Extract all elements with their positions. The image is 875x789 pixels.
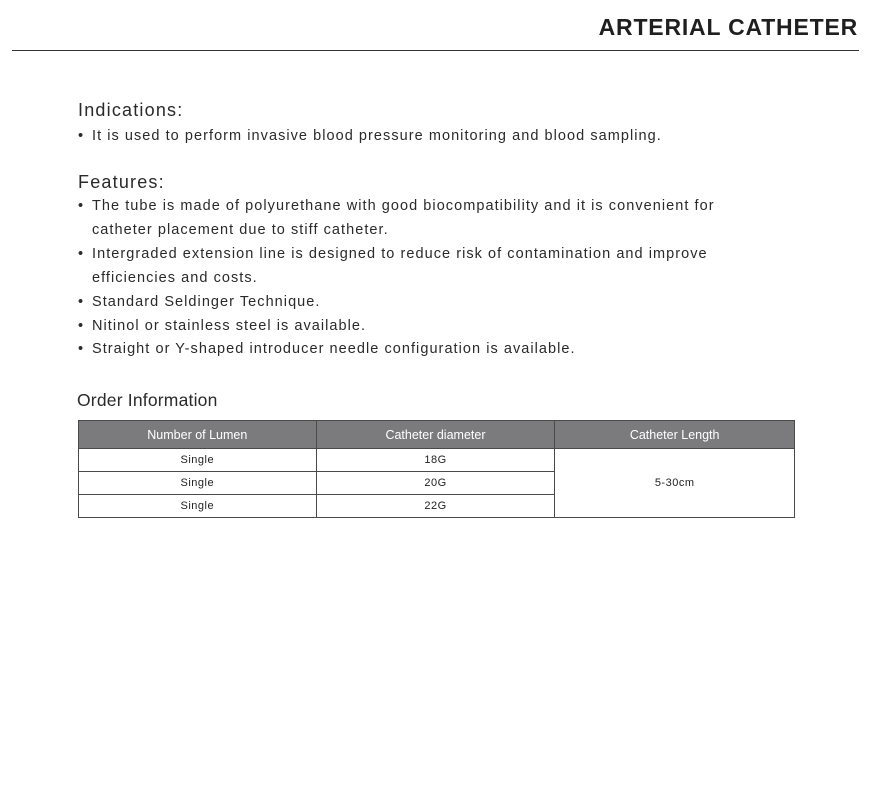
feature-text: The tube is made of polyurethane with good biocompatibility and it is convenient for — [92, 198, 715, 214]
table-row — [79, 449, 795, 472]
page-title: ARTERIAL CATHETER — [598, 14, 858, 40]
feature-bullet — [78, 318, 366, 334]
bullet-dot-icon: • — [78, 341, 85, 357]
feature-text: Straight or Y-shaped introducer needle configuration is available. — [92, 341, 576, 357]
feature-text-continued: efficiencies and costs. — [92, 270, 258, 286]
order-heading: Order Information — [77, 390, 218, 410]
indication-bullet — [78, 128, 662, 144]
bullet-dot-icon: • — [78, 318, 85, 334]
feature-bullet — [78, 246, 708, 262]
features-heading: Features: — [78, 172, 165, 192]
bullet-dot-icon: • — [78, 128, 85, 144]
cell-lumen: Single — [79, 495, 317, 518]
feature-bullet — [78, 198, 715, 214]
cell-diameter: 18G — [316, 449, 555, 472]
cell-lumen: Single — [79, 449, 317, 472]
cell-length: 5-30cm — [555, 449, 795, 518]
table-header-row — [79, 421, 795, 449]
feature-text: Standard Seldinger Technique. — [92, 294, 321, 310]
indications-heading: Indications: — [78, 100, 184, 120]
bullet-dot-icon: • — [78, 246, 85, 262]
column-header-diameter: Catheter diameter — [316, 421, 555, 449]
feature-bullet — [78, 341, 576, 357]
cell-diameter: 20G — [316, 472, 555, 495]
cell-diameter: 22G — [316, 495, 555, 518]
feature-text: Intergraded extension line is designed to reduce risk of contamination and improve — [92, 246, 708, 262]
feature-text-continued: catheter placement due to stiff catheter. — [92, 222, 389, 238]
header-divider — [12, 50, 859, 51]
column-header-length: Catheter Length — [555, 421, 795, 449]
bullet-dot-icon: • — [78, 198, 85, 214]
indication-text: It is used to perform invasive blood pressure monitoring and blood sampling. — [92, 128, 662, 144]
feature-text: Nitinol or stainless steel is available. — [92, 318, 367, 334]
cell-lumen: Single — [79, 472, 317, 495]
feature-bullet — [78, 294, 321, 310]
column-header-lumen: Number of Lumen — [79, 421, 317, 449]
order-table — [78, 420, 795, 518]
bullet-dot-icon: • — [78, 294, 85, 310]
